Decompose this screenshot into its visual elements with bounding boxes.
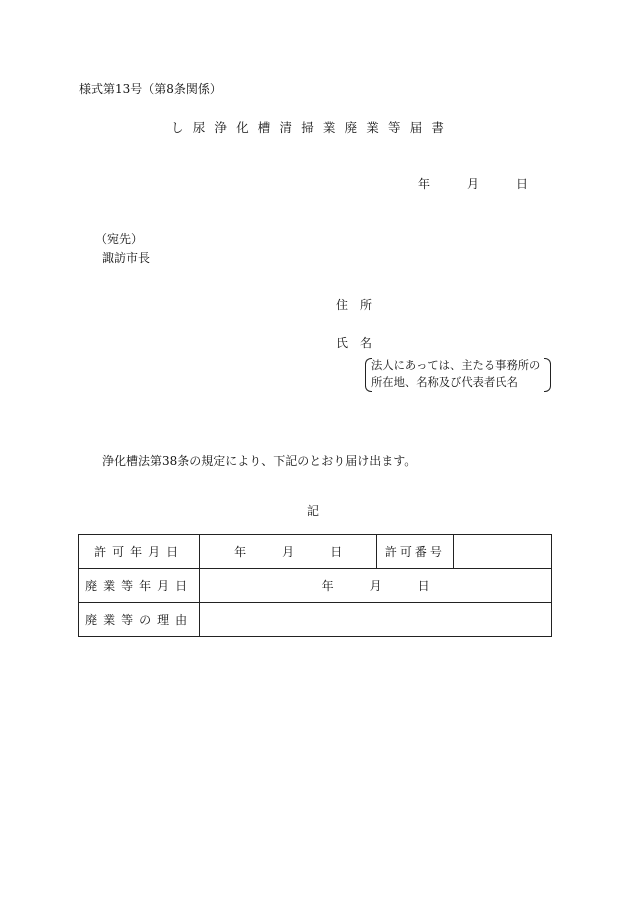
- closure-date-year: 年: [321, 579, 334, 593]
- right-bracket: [544, 358, 551, 392]
- addressee: 諏訪市長: [102, 251, 151, 265]
- closure-date-month: 月: [369, 579, 382, 593]
- table-row: [79, 569, 552, 603]
- date-year: 年: [418, 177, 431, 191]
- address-label-char-2: 所: [360, 298, 373, 312]
- corp-note-line-1: 法人にあっては、主たる事務所の: [371, 359, 541, 372]
- date-day: 日: [516, 177, 529, 191]
- statement: 浄化槽法第38条の規定により、下記のとおり届け出ます。: [102, 454, 417, 468]
- reason-field[interactable]: [200, 603, 552, 637]
- table-row: [79, 535, 552, 569]
- name-label: [336, 334, 372, 351]
- closure-date-field[interactable]: [200, 569, 552, 603]
- permit-date-field[interactable]: [200, 535, 377, 569]
- document-title: し尿浄化槽清掃業廃業等届書: [171, 120, 454, 135]
- address-label-char-1: 住: [336, 298, 349, 312]
- address-label: [336, 296, 372, 313]
- submission-date: [418, 175, 528, 192]
- corporation-note: [365, 356, 551, 392]
- form-number: 様式第13号（第8条関係）: [79, 82, 222, 96]
- table-row: [79, 603, 552, 637]
- permit-number-field[interactable]: [453, 535, 551, 569]
- permit-number-label: 許可番号: [377, 535, 454, 569]
- name-label-char-2: 名: [360, 336, 373, 350]
- ki-heading: 記: [307, 504, 320, 518]
- reason-label: 廃業等の理由: [79, 603, 200, 637]
- permit-date-month: 月: [282, 545, 295, 559]
- permit-date-label: 許可年月日: [79, 535, 200, 569]
- name-label-char-1: 氏: [336, 336, 349, 350]
- date-month: 月: [467, 177, 480, 191]
- permit-date-day: 日: [330, 545, 343, 559]
- notification-table: [78, 534, 552, 637]
- permit-date-year: 年: [234, 545, 247, 559]
- closure-date-day: 日: [417, 579, 430, 593]
- closure-date-label: 廃業等年月日: [79, 569, 200, 603]
- corp-note-line-2: 所在地、名称及び代表者氏名: [371, 376, 518, 389]
- addressee-label: （宛先）: [95, 232, 144, 246]
